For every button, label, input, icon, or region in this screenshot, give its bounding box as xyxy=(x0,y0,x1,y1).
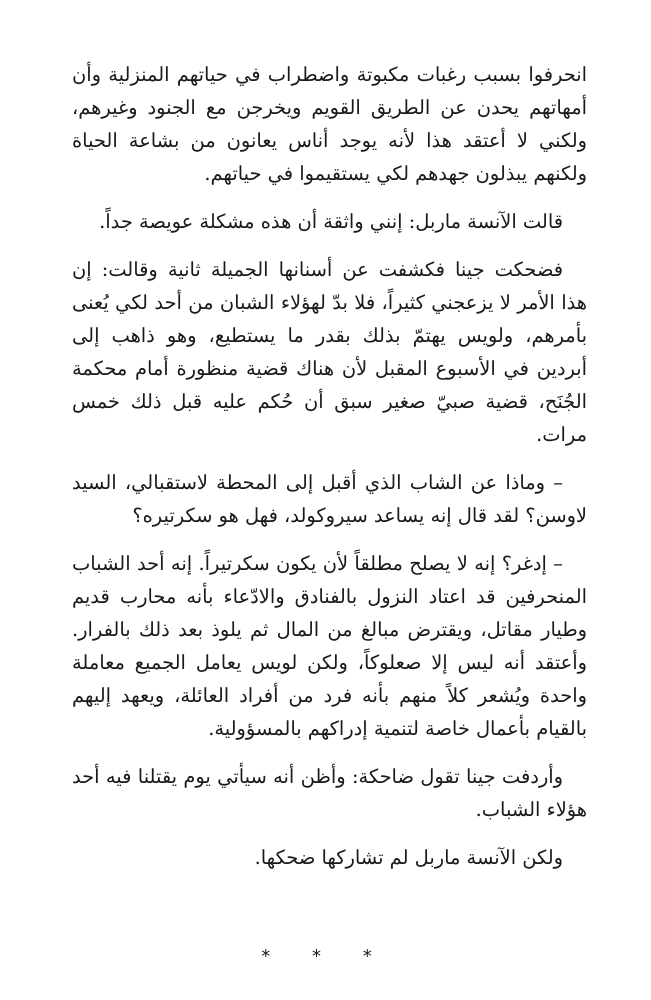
paragraph-7: ولكن الآنسة ماربل لم تشاركها ضحكها. xyxy=(254,846,563,869)
book-page-text xyxy=(72,58,587,889)
paragraph-4: – وماذا عن الشاب الذي أقبل إلى المحطة لاستقبالي، السيد لاوسن؟ لقد قال إنه يساعد سيروكولد، فهل هو سكرتيره؟ xyxy=(72,471,587,527)
section-break-asterisks: * * * xyxy=(261,946,390,967)
paragraph-2: قالت الآنسة ماربل: إنني واثقة أن هذه مشكلة عويصة جداً. xyxy=(99,210,563,233)
paragraph-6: وأردفت جينا تقول ضاحكة: وأظن أنه سيأتي يوم يقتلنا فيه أحد هؤلاء الشباب. xyxy=(72,765,587,821)
paragraph-5: – إدغر؟ إنه لا يصلح مطلقاً لأن يكون سكرتيراً. إنه أحد الشباب المنحرفين قد اعتاد النزول بالفنادق والادّعاء بأنه محارب قديم وطيار مقاتل، ويقترض مبالغ من المال ثم يلوذ بعد ذلك بالفرار. وأعتقد أنه ليس إلا صعلوكاً، ولكن لويس يعامل الجميع معاملة واحدة ويُشعر كلاً منهم بأنه فرد من أفراد العائلة، ويعهد إليهم بالقيام بأعمال خاصة لتنمية إدراكهم بالمسؤولية. xyxy=(72,552,587,740)
paragraph-3: فضحكت جينا فكشفت عن أسنانها الجميلة ثانية وقالت: إن هذا الأمر لا يزعجني كثيراً، فلا بدّ لهؤلاء الشبان من أحد لكي يُعنى بأمرهم، ولويس يهتمّ بذلك بقدر ما يستطيع، وهو ذاهب إلى أبردين في الأسبوع المقبل لأن هناك قضية منظورة أمام محكمة الجُنَح، قضية صبيّ صغير سبق أن حُكم عليه قبل ذلك خمس مرات. xyxy=(72,258,587,446)
paragraph-1: انحرفوا بسبب رغبات مكبوتة واضطراب في حياتهم المنزلية وأن أمهاتهم يحدن عن الطريق القويم ويخرجن مع الجنود وغيرهم، ولكني لا أعتقد هذا لأنه يوجد أناس يعانون من بشاعة الحياة ولكنهم يبذلون جهدهم لكي يستقيموا في حياتهم. xyxy=(72,63,587,185)
